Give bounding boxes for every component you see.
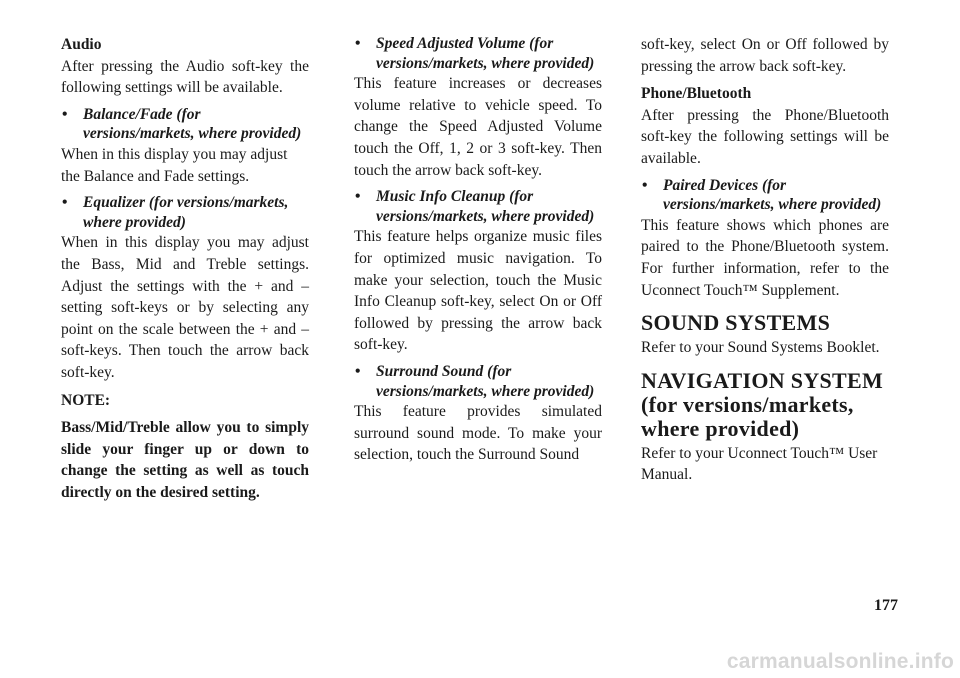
surround-sound-label: Surround Sound (for versions/markets, where provided) — [376, 362, 595, 400]
equalizer-bullet — [61, 193, 309, 232]
music-info-label: Music Info Cleanup (for versions/markets, where provided) — [376, 188, 595, 225]
audio-heading: Audio — [61, 36, 102, 53]
phone-bluetooth-intro: After pressing the Phone/Bluetooth soft-key the following settings will be available. — [641, 106, 889, 167]
audio-intro: After pressing the Audio soft-key the following settings will be available. — [61, 57, 309, 97]
navigation-system-title: NAVIGATION SYSTEM (for versions/markets, where provided) — [641, 367, 884, 441]
surround-sound-bullet — [354, 362, 602, 401]
sound-systems-title: SOUND SYSTEMS — [641, 310, 831, 336]
bullet-icon: • — [642, 176, 648, 194]
balance-fade-label: Balance/Fade (for versions/markets, where provided) — [83, 105, 302, 143]
surround-sound-continued: soft-key, select On or Off followed by pressing the arrow back soft-key. — [641, 36, 889, 75]
surround-sound-text: This feature provides simulated surround sound mode. To make your selection, touch the Surround Sound — [354, 403, 602, 464]
balance-fade-bullet — [61, 105, 309, 144]
navigation-system-text: Refer to your Uconnect Touch™ User Manual. — [641, 444, 878, 484]
sound-systems-text: Refer to your Sound Systems Booklet. — [641, 339, 880, 357]
speed-volume-label: Speed Adjusted Volume (for versions/markets, where provided) — [376, 35, 595, 72]
column-right — [641, 34, 889, 486]
bullet-icon: • — [62, 194, 68, 212]
bullet-icon: • — [62, 105, 68, 123]
note-label: NOTE: — [61, 391, 111, 409]
speed-volume-bullet — [354, 34, 602, 73]
speed-volume-text: This feature increases or decreases volume relative to vehicle speed. To change the Speed Adjusted Volume touch the Off, 1, 2 or 3 soft-key. Then touch the arrow back soft-key. — [354, 75, 602, 179]
paired-devices-text: This feature shows which phones are paired to the Phone/Bluetooth system. For further information, refer to the Uconnect Touch™ Supplement. — [641, 216, 889, 299]
phone-bluetooth-heading: Phone/Bluetooth — [641, 85, 752, 103]
bullet-icon: • — [355, 362, 361, 380]
column-left — [61, 34, 309, 503]
watermark: carmanualsonline.info — [726, 650, 954, 673]
bullet-icon: • — [355, 188, 361, 206]
column-middle — [354, 34, 602, 466]
paired-devices-label: Paired Devices (for versions/markets, where provided) — [663, 176, 882, 214]
page-number: 177 — [874, 597, 898, 614]
balance-fade-text: When in this display you may adjust the Balance and Fade settings. — [61, 145, 288, 185]
equalizer-label: Equalizer (for versions/markets, where provided) — [83, 194, 289, 231]
music-info-bullet — [354, 187, 602, 226]
equalizer-text: When in this display you may adjust the Bass, Mid and Treble settings. Adjust the settings with the + and – setting soft-keys or by selecting any point on the scale between the + and – soft-keys. Then touch the arrow back soft-key. — [61, 234, 309, 381]
music-info-text: This feature helps organize music files for optimized music navigation. To make your selection, touch the Music Info Cleanup soft-key, select On or Off followed by pressing the arrow back soft-key. — [354, 228, 602, 354]
note-text: Bass/Mid/Treble allow you to simply slide your finger up or down to change the setting as well as touch directly on the desired setting. — [61, 419, 309, 501]
paired-devices-bullet — [641, 176, 889, 215]
bullet-icon: • — [355, 35, 361, 52]
